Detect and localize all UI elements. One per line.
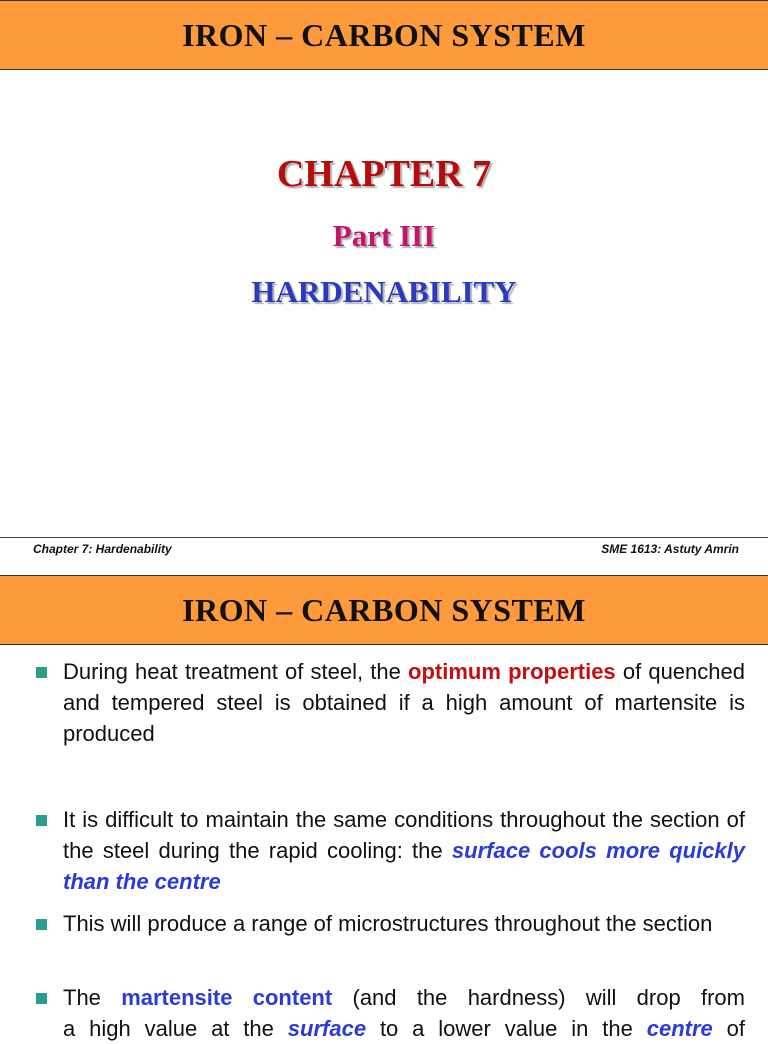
square-bullet-icon — [36, 667, 47, 678]
bullet-text-continuation — [63, 1013, 745, 1044]
bullet-text-post: of quenched and tempered steel is obtained if a high amount of martensite is produced — [63, 659, 745, 746]
slide-1-banner — [0, 0, 768, 70]
slide-2-banner-title: IRON – CARBON SYSTEM — [182, 591, 586, 628]
chapter-title: CHAPTER 7 — [276, 153, 492, 195]
bullet-text-continuation-post: of — [712, 1016, 745, 1041]
bullet-highlight: optimum properties — [408, 659, 616, 684]
bullet-text-pre: It is difficult to maintain the same conditions throughout the section of the steel during the rapid cooling: the — [63, 807, 745, 863]
bullet-text-pre: During heat treatment of steel, the — [63, 659, 409, 684]
part-title: Part III — [332, 218, 436, 253]
bullet-text-pre: The — [63, 985, 122, 1010]
square-bullet-icon — [36, 993, 47, 1004]
square-bullet-icon — [36, 919, 47, 930]
bullet-highlight-surface: surface — [287, 1016, 367, 1041]
footer-course: SME 1613: Astuty Amrin — [601, 542, 739, 556]
bullet-text — [63, 656, 745, 749]
slide-1-banner-title: IRON – CARBON SYSTEM — [182, 16, 586, 53]
bullet-text-post: (and the hardness) will drop from — [332, 985, 745, 1010]
bullet-text-continuation-pre: a high value at the — [63, 1016, 288, 1041]
bullet-text — [63, 982, 745, 1013]
bullet-highlight-centre: centre — [646, 1016, 713, 1041]
bullet-text — [63, 804, 745, 897]
bullet-highlight: martensite content — [121, 985, 333, 1010]
topic-title: HARDENABILITY — [251, 274, 517, 309]
footer-chapter: Chapter 7: Hardenability — [33, 542, 172, 556]
bullet-highlight: surface cools more quickly than the centre — [63, 838, 745, 894]
footer-divider — [0, 537, 768, 538]
bullet-text: This will produce a range of microstructures throughout the section — [63, 911, 713, 936]
slide-2 — [0, 575, 768, 1041]
square-bullet-icon — [36, 815, 47, 826]
bullet-text-continuation-mid: to a lower value in the — [366, 1016, 647, 1041]
slide-2-banner — [0, 575, 768, 645]
